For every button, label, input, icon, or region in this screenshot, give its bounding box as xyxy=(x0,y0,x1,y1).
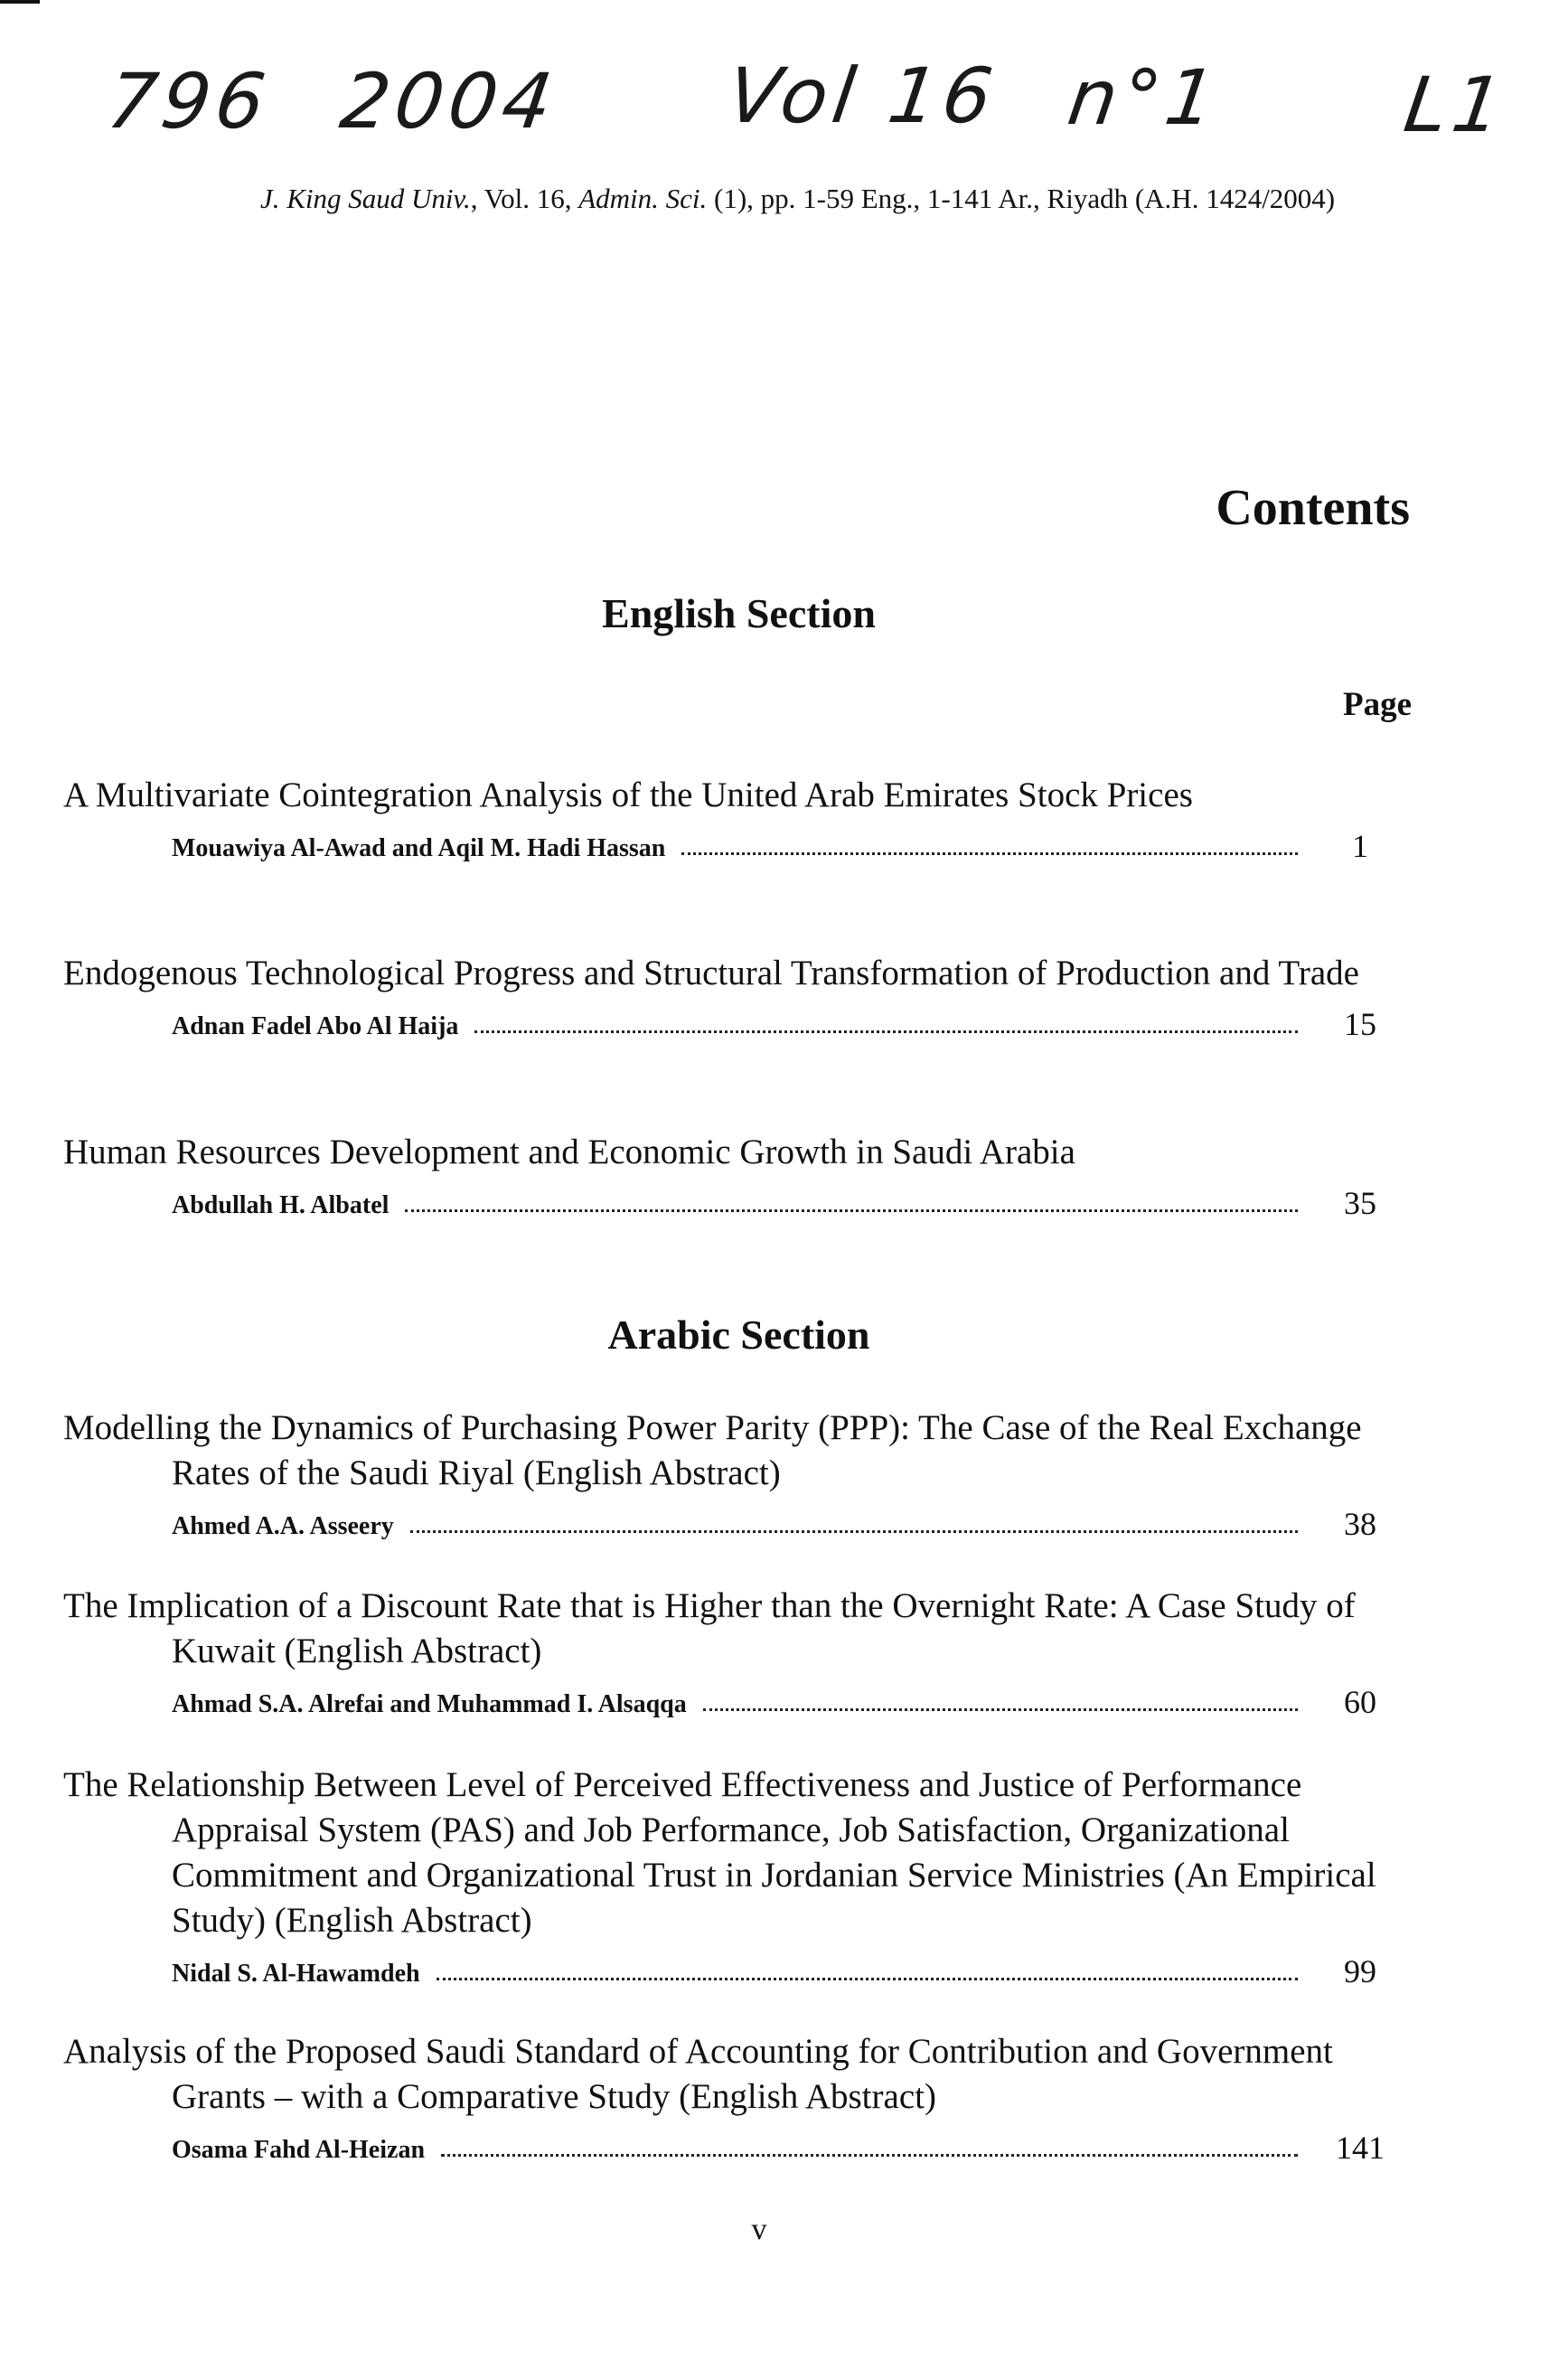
toc-entry xyxy=(63,2029,1410,2165)
scan-edge-mark xyxy=(0,0,40,4)
toc-entry xyxy=(63,1406,1410,1541)
handwritten-issue: n°1 xyxy=(1063,53,1226,142)
article-title: Human Resources Development and Economic Growth in Saudi Arabia xyxy=(63,1133,1075,1171)
page-number: 1 xyxy=(1352,828,1368,864)
article-title: The Relationship Between Level of Perceived Effectiveness and Justice of Performance Appraisal System (PAS) and Job Performance, Job Satisfaction, Organizational Commitment and Organizational Trust in Jordanian Service Ministries (An Empirical Study) (English Abstract) xyxy=(63,1765,1376,1940)
article-authors: Osama Fahd Al-Heizan xyxy=(172,2136,426,2164)
article-authors: Ahmad S.A. Alrefai and Muhammad I. Alsaqqa xyxy=(172,1690,687,1718)
page-number: 99 xyxy=(1344,1953,1376,1989)
arabic-section-heading: Arabic Section xyxy=(607,1312,870,1358)
page-number: 141 xyxy=(1336,2130,1385,2166)
dot-leader xyxy=(681,851,1298,855)
toc-entry xyxy=(63,1130,1410,1220)
handwritten-year: 2004 xyxy=(335,57,563,146)
dot-leader xyxy=(437,1977,1298,1980)
article-authors: Nidal S. Al-Hawamdeh xyxy=(172,1960,420,1988)
handwritten-mark: L1 xyxy=(1399,61,1514,149)
journal-volume: , Vol. 16, xyxy=(470,183,579,214)
toc-entry xyxy=(63,951,1410,1041)
page-number: 15 xyxy=(1344,1006,1376,1042)
article-authors: Abdullah H. Albatel xyxy=(172,1191,390,1219)
journal-name: J. King Saud Univ. xyxy=(260,183,471,214)
article-authors: Ahmed A.A. Asseery xyxy=(172,1512,394,1540)
article-authors: Mouawiya Al-Awad and Aqil M. Hadi Hassan xyxy=(172,834,666,862)
handwritten-volume: Vol 16 xyxy=(722,52,1003,140)
journal-series: Admin. Sci. xyxy=(578,183,708,214)
dot-leader xyxy=(405,1209,1298,1212)
handwritten-number: 796 xyxy=(102,57,277,146)
article-title: Modelling the Dynamics of Purchasing Power Parity (PPP): The Case of the Real Exchange Rates of the Saudi Riyal (English Abstract) xyxy=(63,1408,1362,1492)
toc-entry xyxy=(63,1584,1410,1719)
page-column-label: Page xyxy=(1342,686,1412,723)
dot-leader xyxy=(474,1030,1298,1033)
toc-entry xyxy=(63,1763,1410,1989)
journal-pages: (1), pp. 1-59 Eng., 1-141 Ar., Riyadh (A.H. 1424/2004) xyxy=(707,183,1336,214)
contents-heading: Contents xyxy=(1216,480,1410,536)
toc-entry xyxy=(63,773,1410,863)
dot-leader xyxy=(441,2153,1298,2157)
article-title: A Multivariate Cointegration Analysis of the United Arab Emirates Stock Prices xyxy=(63,776,1193,814)
page-number: 60 xyxy=(1344,1684,1376,1720)
journal-citation xyxy=(260,183,1435,215)
page-number: 35 xyxy=(1344,1185,1376,1221)
dot-leader xyxy=(410,1529,1298,1533)
article-title: The Implication of a Discount Rate that is Higher than the Overnight Rate: A Case Study of Kuwait (English Abstract) xyxy=(63,1586,1356,1670)
english-section-heading: English Section xyxy=(602,590,876,636)
article-title: Endogenous Technological Progress and Structural Transformation of Production and Trade xyxy=(63,954,1359,992)
article-title: Analysis of the Proposed Saudi Standard of Accounting for Contribution and Government Grants – with a Comparative Study (English Abstract) xyxy=(63,2032,1333,2116)
handwritten-annotation xyxy=(0,50,1568,167)
page-number: 38 xyxy=(1344,1506,1376,1542)
dot-leader xyxy=(703,1707,1298,1711)
article-authors: Adnan Fadel Abo Al Haija xyxy=(172,1012,459,1040)
page-footer-number: v xyxy=(751,2213,767,2246)
